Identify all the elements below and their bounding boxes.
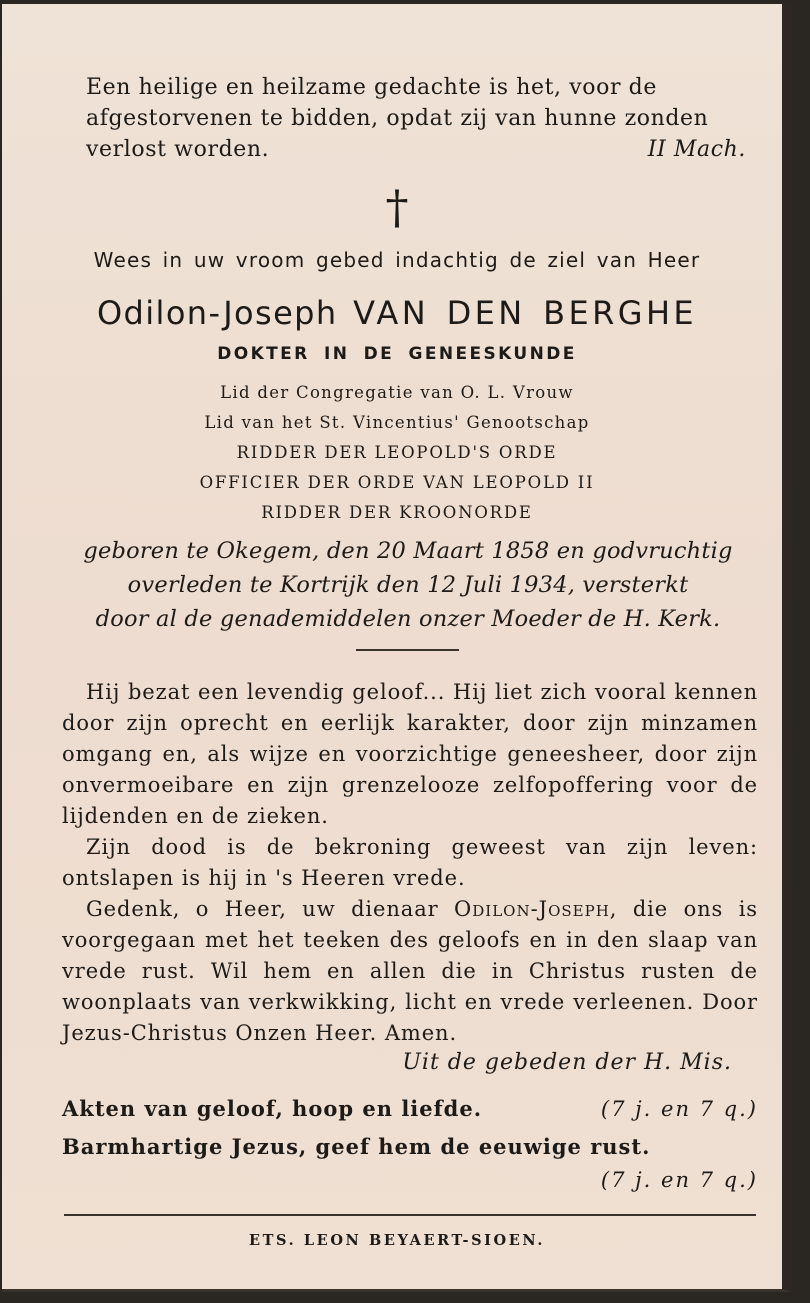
p3-rest: , die ons is voorgegaan met het teeken des geloofs en in den slaap van vrede rust. Wil hem en allen die in Christus rusten de woonplaats van verkwikking, licht en vrede verleenen. Door Jezus-Christus Onzen Heer. Amen.	[62, 897, 758, 1045]
divider-short	[356, 649, 459, 651]
verse-source: II Mach.	[647, 137, 746, 162]
indulgence-line-2	[62, 1134, 758, 1159]
honor-3: RIDDER DER KROONORDE	[261, 503, 533, 522]
bio-line-2: overleden te Kortrijk den 12 Juli 1934, versterkt	[127, 572, 689, 598]
indulgence-line-1	[62, 1096, 758, 1121]
honors-list	[2, 378, 792, 528]
membership-1: Lid der Congregatie van O. L. Vrouw	[220, 383, 574, 402]
surname: VAN DEN BERGHE	[353, 294, 698, 332]
honor-1: RIDDER DER LEOPOLD'S ORDE	[236, 443, 558, 462]
p3-start: Gedenk, o Heer, uw dienaar	[86, 897, 455, 921]
honor-2: OFFICIER DER ORDE VAN LEOPOLD II	[199, 473, 595, 492]
cross-icon: †	[385, 180, 409, 234]
eulogy-text	[62, 677, 758, 1049]
indulgence-text-2: Barmhartige Jezus, geef hem de eeuwige rust.	[62, 1134, 651, 1159]
prayer-source: Uit de gebeden der H. Mis.	[402, 1050, 732, 1075]
verse-line-3-text: verlost worden.	[86, 137, 270, 162]
printer-credit: ETS. LEON BEYAERT-SIOEN.	[248, 1232, 546, 1249]
p3-name: Odilon-Joseph	[454, 897, 610, 921]
prayer-intro: Wees in uw vroom gebed indachtig de ziel van Heer	[93, 248, 701, 272]
memorial-card	[2, 4, 792, 1292]
given-name: Odilon-Joseph	[96, 294, 338, 332]
membership-2: Lid van het St. Vincentius' Genootschap	[204, 413, 590, 432]
bio-line-3: door al de genademiddelen onzer Moeder de H. Kerk.	[95, 606, 721, 632]
birth-death-text	[58, 534, 758, 636]
eulogy-paragraph-1: Hij bezat een levendig geloof... Hij liet zich vooral kennen door zijn oprecht en eerlijk karakter, door zijn minzamen omgang en, als wijze en voorzichtige geneesheer, door zijn onvermoeibare en zijn grenzelooze zelfopoffering voor de lijdenden en de zieken.	[62, 680, 758, 828]
verse-line-3	[86, 134, 756, 165]
bio-line-1: geboren te Okegem, den 20 Maart 1858 en godvruchtig	[83, 538, 733, 564]
scripture-verse	[86, 72, 756, 165]
verse-line-2: afgestorvenen te bidden, opdat zij van hunne zonden	[86, 106, 709, 131]
indulgence-value-2: (7 j. en 7 q.)	[600, 1168, 758, 1192]
indulgence-value-1: (7 j. en 7 q.)	[600, 1097, 758, 1121]
eulogy-paragraph-3	[62, 894, 758, 1049]
verse-line-1: Een heilige en heilzame gedachte is het, voor de	[86, 75, 657, 100]
divider-long	[64, 1214, 756, 1216]
profession: DOKTER IN DE GENEESKUNDE	[217, 344, 577, 364]
deceased-name	[2, 294, 792, 332]
eulogy-paragraph-2: Zijn dood is de bekroning geweest van zijn leven: ontslapen is hij in 's Heeren vrede.	[62, 835, 758, 890]
indulgence-text-1: Akten van geloof, hoop en liefde.	[62, 1096, 483, 1121]
